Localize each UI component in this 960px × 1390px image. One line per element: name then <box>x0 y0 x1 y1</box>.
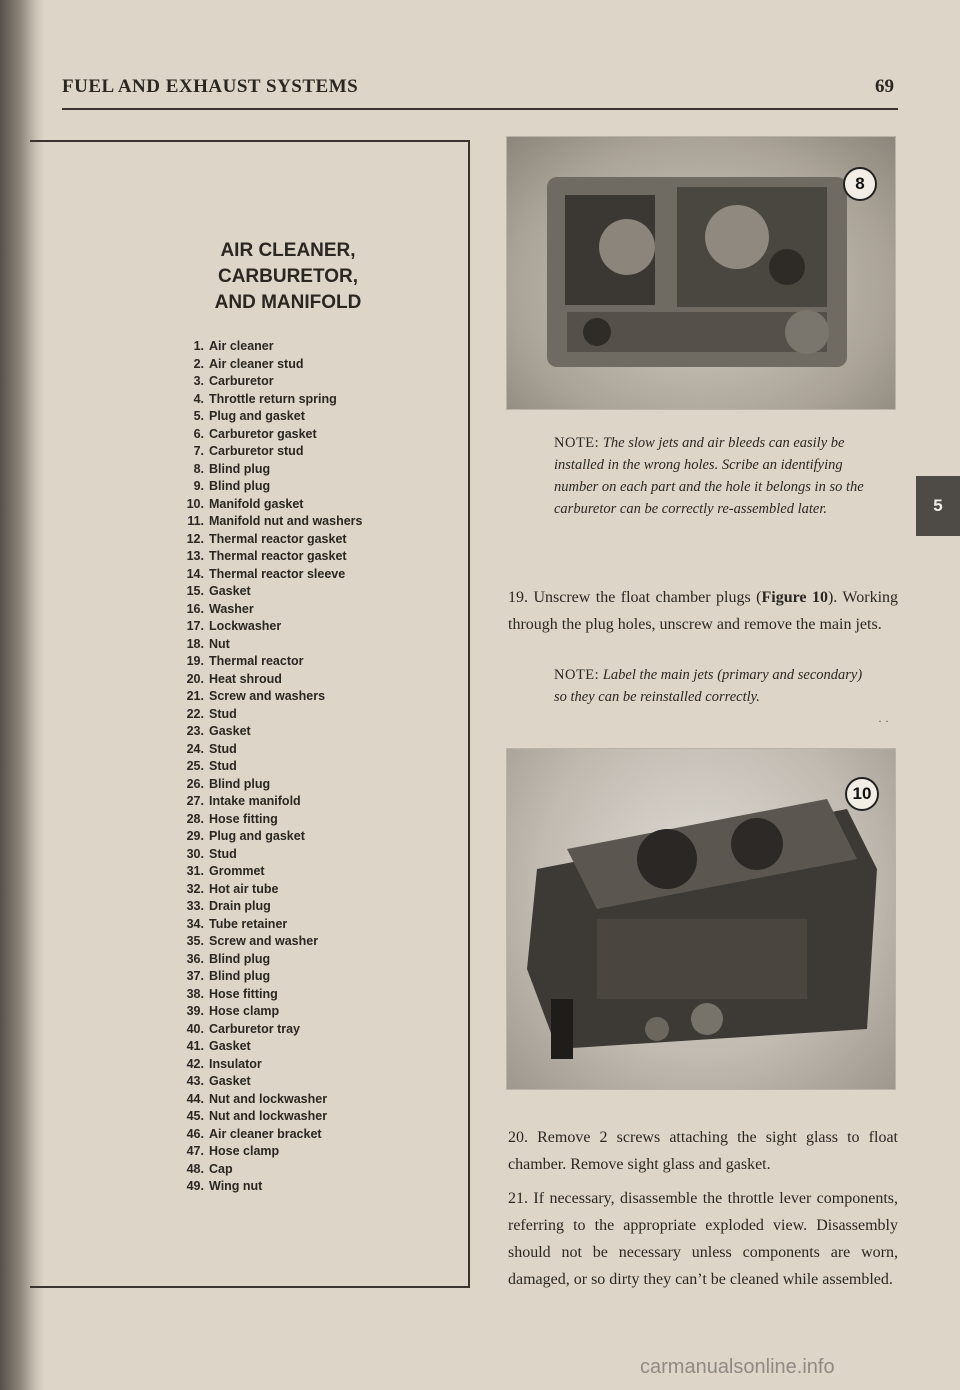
part-number: 35. <box>186 934 204 948</box>
part-number: 4. <box>193 391 204 406</box>
part-label: Gasket <box>209 1074 251 1088</box>
part-label: Plug and gasket <box>209 409 305 423</box>
parts-list-item <box>180 356 363 374</box>
parts-list-item <box>180 443 363 461</box>
part-label: Cap <box>209 1161 233 1176</box>
watermark: carmanualsonline.info <box>640 1356 835 1378</box>
parts-list-item <box>180 933 363 951</box>
part-number: 36. <box>186 951 204 966</box>
part-number: 44. <box>186 1091 204 1106</box>
parts-list-item <box>180 723 363 741</box>
part-label: Insulator <box>209 1056 262 1071</box>
part-number: 48. <box>186 1161 204 1176</box>
part-label: Manifold gasket <box>209 496 304 511</box>
part-label: Nut and lockwasher <box>209 1109 328 1123</box>
parts-list-item <box>180 531 363 549</box>
parts-list-item <box>180 548 363 566</box>
parts-list-item <box>180 1161 363 1179</box>
part-label: Hose clamp <box>209 1144 280 1158</box>
part-label: Gasket <box>209 724 251 738</box>
part-label: Blind plug <box>209 461 271 476</box>
part-number: 28. <box>186 811 204 826</box>
legend-title-line: AIR CLEANER, <box>220 240 356 261</box>
part-number: 29. <box>186 829 204 843</box>
part-number: 34. <box>186 916 204 931</box>
part-number: 19. <box>186 654 204 668</box>
parts-list-item <box>180 951 363 969</box>
part-number: 24. <box>186 741 204 756</box>
figure-number-badge: 8 <box>843 167 877 201</box>
parts-list-item <box>180 863 363 881</box>
parts-list-item <box>180 776 363 794</box>
part-label: Hose clamp <box>209 1004 280 1018</box>
parts-list-item <box>180 408 363 426</box>
section-title: FUEL AND EXHAUST SYSTEMS <box>62 76 359 97</box>
part-label: Screw and washer <box>209 934 319 948</box>
part-label: Plug and gasket <box>209 829 305 843</box>
part-number: 9. <box>193 479 204 493</box>
part-label: Hose fitting <box>209 811 278 826</box>
figure-reference: Figure 10 <box>761 589 828 606</box>
legend-title-line: AND MANIFOLD <box>214 292 362 313</box>
parts-list-item <box>180 583 363 601</box>
part-number: 13. <box>186 549 204 563</box>
legend-title <box>178 238 398 316</box>
parts-list-item <box>180 986 363 1004</box>
part-number: 1. <box>193 339 204 353</box>
parts-list-item <box>180 338 363 356</box>
part-number: 41. <box>186 1039 204 1053</box>
part-label: Air cleaner bracket <box>209 1126 322 1141</box>
parts-list-item <box>180 793 363 811</box>
page-number: 69 <box>875 76 894 97</box>
part-label: Hot air tube <box>209 881 279 896</box>
parts-list-item <box>180 1178 363 1196</box>
note-label: NOTE: <box>554 667 600 683</box>
part-number: 37. <box>186 969 204 983</box>
part-label: Carburetor gasket <box>209 426 317 441</box>
part-number: 46. <box>186 1126 204 1141</box>
parts-list-item <box>180 1143 363 1161</box>
part-label: Blind plug <box>209 776 271 791</box>
parts-list-item <box>180 758 363 776</box>
parts-list <box>180 338 363 1196</box>
part-label: Nut <box>209 636 230 651</box>
step-20: 20. Remove 2 screws attaching the sight glass to float chamber. Remove sight glass and gasket. <box>508 1129 898 1173</box>
parts-list-item <box>180 566 363 584</box>
part-number: 23. <box>186 724 204 738</box>
part-label: Drain plug <box>209 899 271 913</box>
part-number: 38. <box>186 986 204 1001</box>
note-text: Label the main jets (primary and secondary) so they can be reinstalled correctly. <box>554 667 863 705</box>
part-label: Carburetor <box>209 374 274 388</box>
step-21: 21. If necessary, disassemble the throttle lever components, referring to the appropriate exploded view. Disassembly should not be necessary unless components are worn, damaged, or so dirty they can’t be cleaned while assembled. <box>508 1190 898 1288</box>
part-number: 20. <box>186 671 204 686</box>
carburetor-top-image <box>507 137 895 409</box>
parts-list-item <box>180 513 363 531</box>
part-label: Thermal reactor gasket <box>209 549 347 563</box>
part-number: 12. <box>186 531 204 546</box>
note-label: NOTE: <box>554 435 600 451</box>
page-header <box>62 74 898 110</box>
parts-list-item <box>180 1003 363 1021</box>
parts-list-item <box>180 688 363 706</box>
step-19 <box>508 584 898 638</box>
parts-list-item <box>180 1056 363 1074</box>
parts-list-item <box>180 461 363 479</box>
part-number: 15. <box>186 584 204 598</box>
part-number: 31. <box>186 864 204 878</box>
part-number: 45. <box>186 1109 204 1123</box>
figure-number-badge: 10 <box>845 777 879 811</box>
parts-list-item <box>180 1021 363 1039</box>
parts-list-item <box>180 1038 363 1056</box>
part-number: 40. <box>186 1021 204 1036</box>
parts-list-item <box>180 881 363 899</box>
parts-list-item <box>180 968 363 986</box>
step-text: Unscrew the float chamber plugs ( <box>533 589 762 606</box>
parts-list-item <box>180 1091 363 1109</box>
part-number: 30. <box>186 846 204 861</box>
part-number: 11. <box>187 514 204 528</box>
part-label: Screw and washers <box>209 689 326 703</box>
parts-list-item <box>180 391 363 409</box>
part-label: Thermal reactor <box>209 654 304 668</box>
chapter-tab: 5 <box>916 476 960 536</box>
part-number: 2. <box>193 356 204 371</box>
part-label: Air cleaner stud <box>209 356 304 371</box>
parts-list-item <box>180 916 363 934</box>
parts-list-item <box>180 601 363 619</box>
part-number: 39. <box>186 1004 204 1018</box>
part-label: Blind plug <box>209 951 271 966</box>
part-label: Gasket <box>209 1039 251 1053</box>
step-text: ). Working through the plug holes, unscrew and remove the main jets. <box>508 589 899 633</box>
part-label: Thermal reactor sleeve <box>209 566 346 581</box>
part-label: Stud <box>209 741 237 756</box>
part-number: 3. <box>193 374 204 388</box>
part-label: Throttle return spring <box>209 391 337 406</box>
part-label: Carburetor tray <box>209 1021 300 1036</box>
part-label: Blind plug <box>209 969 271 983</box>
parts-list-item <box>180 706 363 724</box>
part-label: Intake manifold <box>209 794 301 808</box>
note-main-jets <box>554 664 864 708</box>
part-label: Heat shroud <box>209 671 282 686</box>
part-number: 7. <box>193 444 204 458</box>
parts-legend-box <box>30 140 470 1288</box>
parts-list-item <box>180 898 363 916</box>
part-number: 14. <box>186 566 204 581</box>
part-label: Manifold nut and washers <box>209 514 363 528</box>
parts-list-item <box>180 636 363 654</box>
note-text: The slow jets and air bleeds can easily be installed in the wrong holes. Scribe an identifying number on each part and the hole it belongs in so the carburetor can be correctly re-assembled later. <box>554 435 864 517</box>
part-number: 8. <box>193 461 204 476</box>
parts-list-item <box>180 1108 363 1126</box>
figure-8-photo <box>506 136 896 410</box>
part-label: Gasket <box>209 584 251 598</box>
parts-list-item <box>180 618 363 636</box>
carburetor-float-chamber-image <box>507 749 895 1089</box>
parts-list-item <box>180 741 363 759</box>
part-number: 6. <box>193 426 204 441</box>
parts-list-item <box>180 811 363 829</box>
step-number: 19. <box>508 589 528 606</box>
part-number: 18. <box>186 636 204 651</box>
part-number: 5. <box>193 409 204 423</box>
part-label: Grommet <box>209 864 265 878</box>
part-label: Tube retainer <box>209 916 288 931</box>
part-number: 32. <box>186 881 204 896</box>
parts-list-item <box>180 496 363 514</box>
parts-list-item <box>180 1126 363 1144</box>
note-slow-jets <box>554 432 864 520</box>
parts-list-item <box>180 373 363 391</box>
part-label: Stud <box>209 846 237 861</box>
legend-title-line: CARBURETOR, <box>217 266 359 287</box>
parts-list-item <box>180 846 363 864</box>
part-number: 43. <box>186 1074 204 1088</box>
parts-list-item <box>180 426 363 444</box>
part-label: Air cleaner <box>209 339 274 353</box>
part-label: Thermal reactor gasket <box>209 531 347 546</box>
parts-list-item <box>180 1073 363 1091</box>
part-number: 42. <box>186 1056 204 1071</box>
part-label: Stud <box>209 759 237 773</box>
part-label: Stud <box>209 706 237 721</box>
part-number: 27. <box>186 794 204 808</box>
part-number: 33. <box>186 899 204 913</box>
part-label: Nut and lockwasher <box>209 1091 328 1106</box>
part-number: 47. <box>186 1144 204 1158</box>
part-label: Hose fitting <box>209 986 278 1001</box>
parts-list-item <box>180 671 363 689</box>
stray-marks: · · <box>878 714 889 728</box>
part-label: Washer <box>209 601 254 616</box>
figure-10-photo <box>506 748 896 1090</box>
parts-list-item <box>180 828 363 846</box>
part-label: Lockwasher <box>209 619 282 633</box>
part-label: Wing nut <box>209 1179 263 1193</box>
part-number: 10. <box>186 496 204 511</box>
part-label: Blind plug <box>209 479 271 493</box>
part-number: 17. <box>186 619 204 633</box>
part-number: 25. <box>186 759 204 773</box>
part-number: 21. <box>186 689 204 703</box>
part-number: 49. <box>186 1179 204 1193</box>
part-number: 26. <box>186 776 204 791</box>
part-label: Carburetor stud <box>209 444 304 458</box>
parts-list-item <box>180 478 363 496</box>
parts-list-item <box>180 653 363 671</box>
part-number: 22. <box>186 706 204 721</box>
part-number: 16. <box>186 601 204 616</box>
